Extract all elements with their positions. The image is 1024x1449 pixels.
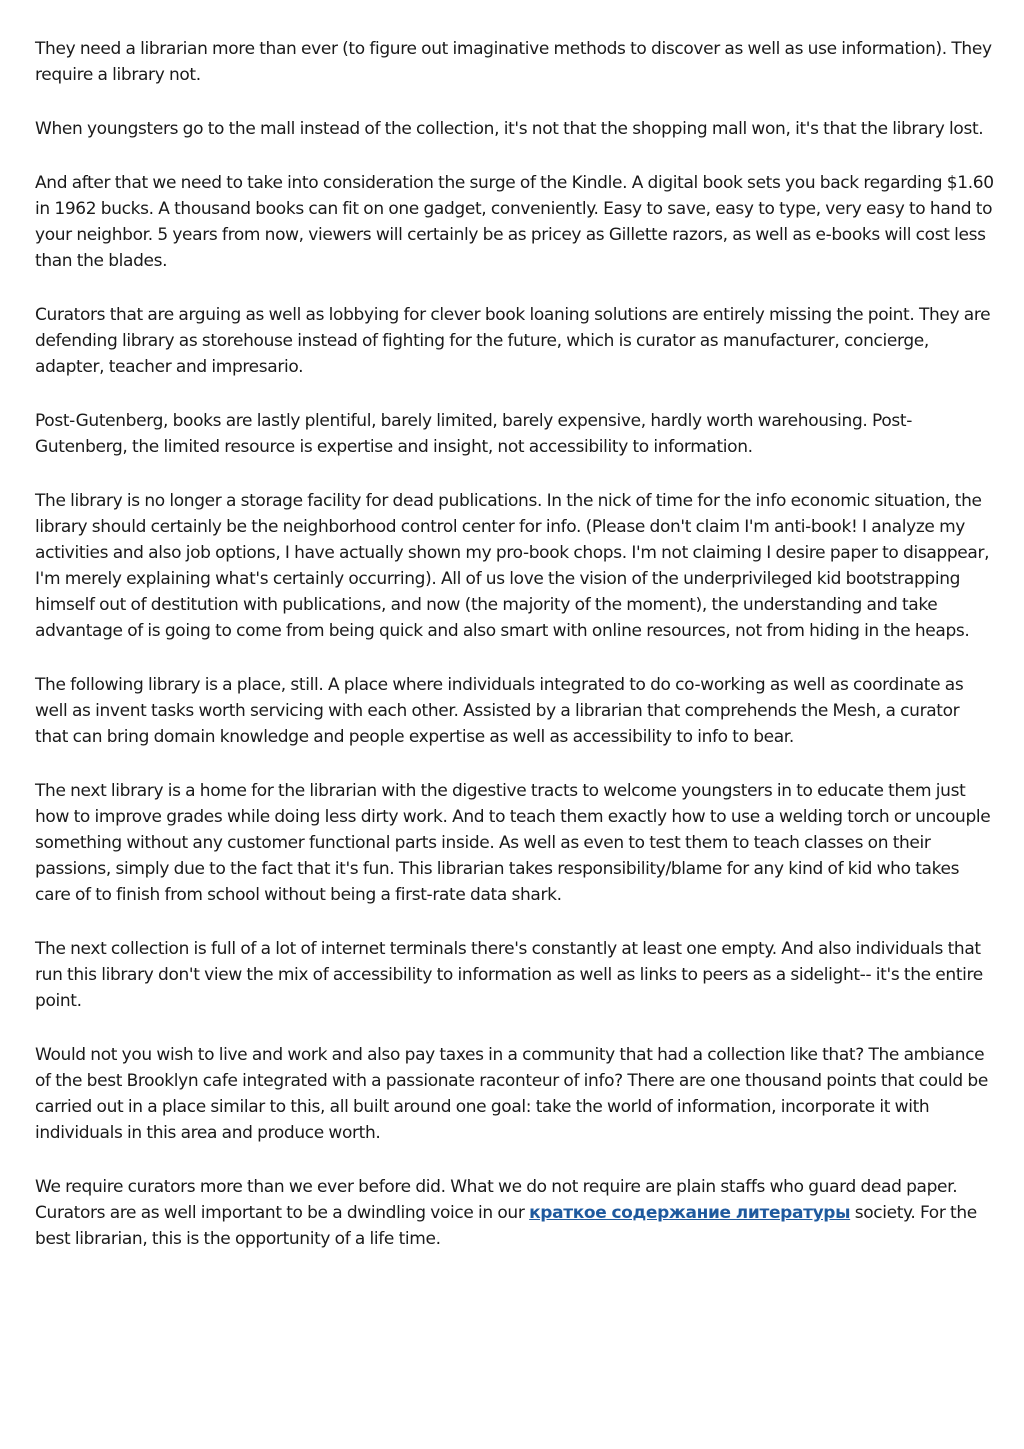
- paragraph-11-text-after-link: society. For the best librarian, this is the opportunity of a life time.: [35, 1203, 977, 1249]
- paragraph-11-text-before-link: We require curators more than we ever before did. What we do not require are plain staffs who guard dead paper. Curators are as well important to be a dwindling voice in our: [35, 1177, 958, 1223]
- paragraph-3: And after that we need to take into consideration the surge of the Kindle. A digital book sets you back regarding $1.60 in 1962 bucks. A thousand books can fit on one gadget, conveniently. Easy to save, easy to type, very easy to hand to your neighbor. 5 years from now, viewers will certainly be as pricey as Gillette razors, as well as e-books will cost less than the blades.: [35, 173, 994, 271]
- paragraph-8: The next library is a home for the librarian with the digestive tracts to welcome youngsters in to educate them just how to improve grades while doing less dirty work. And to teach them exactly how to use a welding torch or uncouple something without any customer functional parts inside. As well as even to test them to teach classes on their passions, simply due to the fact that it's fun. This librarian takes responsibility/blame for any kind of kid who takes care of to finish from school without being a first-rate data shark.: [35, 781, 991, 905]
- summary-literature-link[interactable]: краткое содержание литературы: [529, 1203, 851, 1223]
- article-body: [35, 36, 995, 1280]
- paragraph-11: [35, 1174, 995, 1252]
- paragraph-9: The next collection is full of a lot of internet terminals there's constantly at least one empty. And also individuals that run this library don't view the mix of accessibility to information as well as links to peers as a sidelight-- it's the entire point.: [35, 939, 983, 1011]
- paragraph-5: Post-Gutenberg, books are lastly plentiful, barely limited, barely expensive, hardly worth warehousing. Post-Gutenberg, the limited resource is expertise and insight, not accessibility to information.: [35, 411, 912, 457]
- paragraph-4: Curators that are arguing as well as lobbying for clever book loaning solutions are entirely missing the point. They are defending library as storehouse instead of fighting for the future, which is curator as manufacturer, concierge, adapter, teacher and impresario.: [35, 305, 991, 377]
- paragraph-1: They need a librarian more than ever (to figure out imaginative methods to discover as well as use information). They require a library not.: [35, 39, 992, 85]
- paragraph-7: The following library is a place, still. A place where individuals integrated to do co-working as well as coordinate as well as invent tasks worth servicing with each other. Assisted by a librarian that comprehends the Mesh, a curator that can bring domain knowledge and people expertise as well as accessibility to info to bear.: [35, 675, 964, 747]
- paragraph-6: The library is no longer a storage facility for dead publications. In the nick of time for the info economic situation, the library should certainly be the neighborhood control center for info. (Please don't claim I'm anti-book! I analyze my activities and also job options, I have actually shown my pro-book chops. I'm not claiming I desire paper to disappear, I'm merely explaining what's certainly occurring). All of us love the vision of the underprivileged kid bootstrapping himself out of destitution with publications, and now (the majority of the moment), the understanding and take advantage of is going to come from being quick and also smart with online resources, not from hiding in the heaps.: [35, 491, 990, 641]
- paragraph-2: When youngsters go to the mall instead of the collection, it's not that the shopping mall won, it's that the library lost.: [35, 119, 984, 139]
- paragraph-10: Would not you wish to live and work and also pay taxes in a community that had a collection like that? The ambiance of the best Brooklyn cafe integrated with a passionate raconteur of info? There are one thousand points that could be carried out in a place similar to this, all built around one goal: take the world of information, incorporate it with individuals in this area and produce worth.: [35, 1045, 988, 1143]
